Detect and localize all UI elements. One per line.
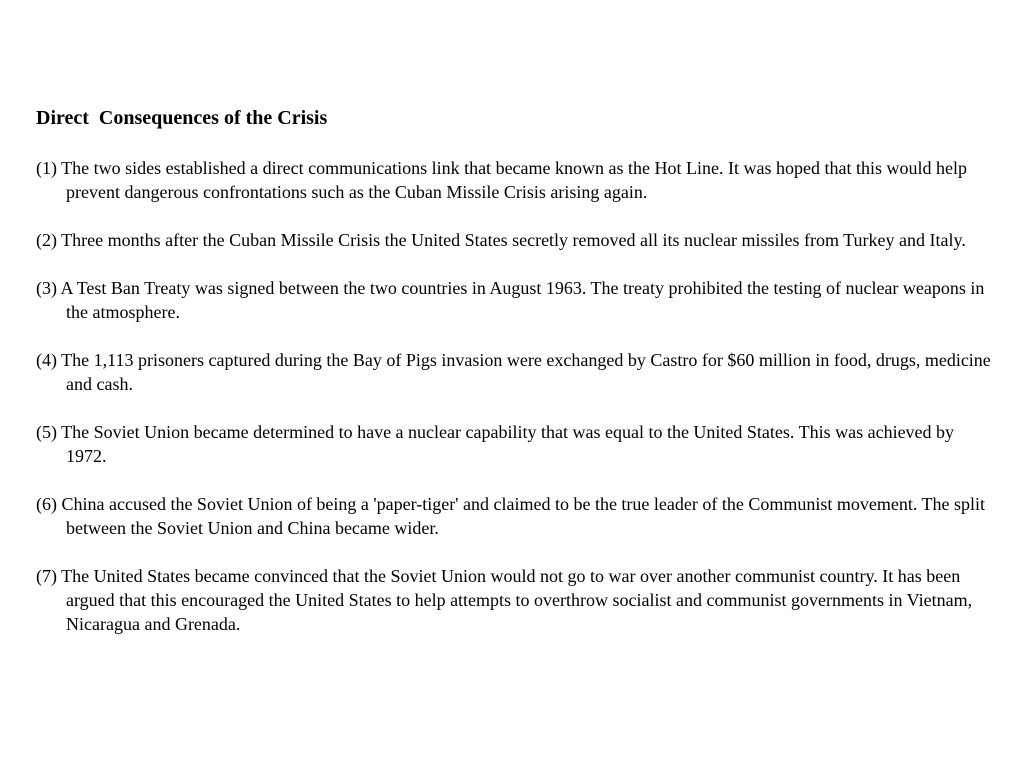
consequence-item: (7) The United States became convinced that the Soviet Union would not go to war over another communist country. It has been argued that this encouraged the United States to help attempts to overthrow socialist and communist governments in Vietnam, Nicaragua and Grenada. (36, 566, 973, 634)
consequence-item: (5) The Soviet Union became determined to have a nuclear capability that was equal to the United States. This was achieved by 1972. (36, 422, 955, 466)
consequence-item: (4) The 1,113 prisoners captured during the Bay of Pigs invasion were exchanged by Castro for $60 million in food, drugs, medicine and cash. (36, 350, 991, 394)
slide-title: Direct Consequences of the Crisis (36, 107, 328, 129)
consequence-item: (1) The two sides established a direct communications link that became known as the Hot Line. It was hoped that this would help prevent dangerous confrontations such as the Cuban Missile Crisis arising again. (36, 158, 967, 202)
consequence-list (36, 156, 996, 660)
consequence-item: (3) A Test Ban Treaty was signed between the two countries in August 1963. The treaty prohibited the testing of nuclear weapons in the atmosphere. (36, 278, 985, 322)
consequence-item: (2) Three months after the Cuban Missile Crisis the United States secretly removed all its nuclear missiles from Turkey and Italy. (36, 230, 966, 250)
consequence-item: (6) China accused the Soviet Union of being a 'paper-tiger' and claimed to be the true leader of the Communist movement. The split between the Soviet Union and China became wider. (36, 494, 986, 538)
